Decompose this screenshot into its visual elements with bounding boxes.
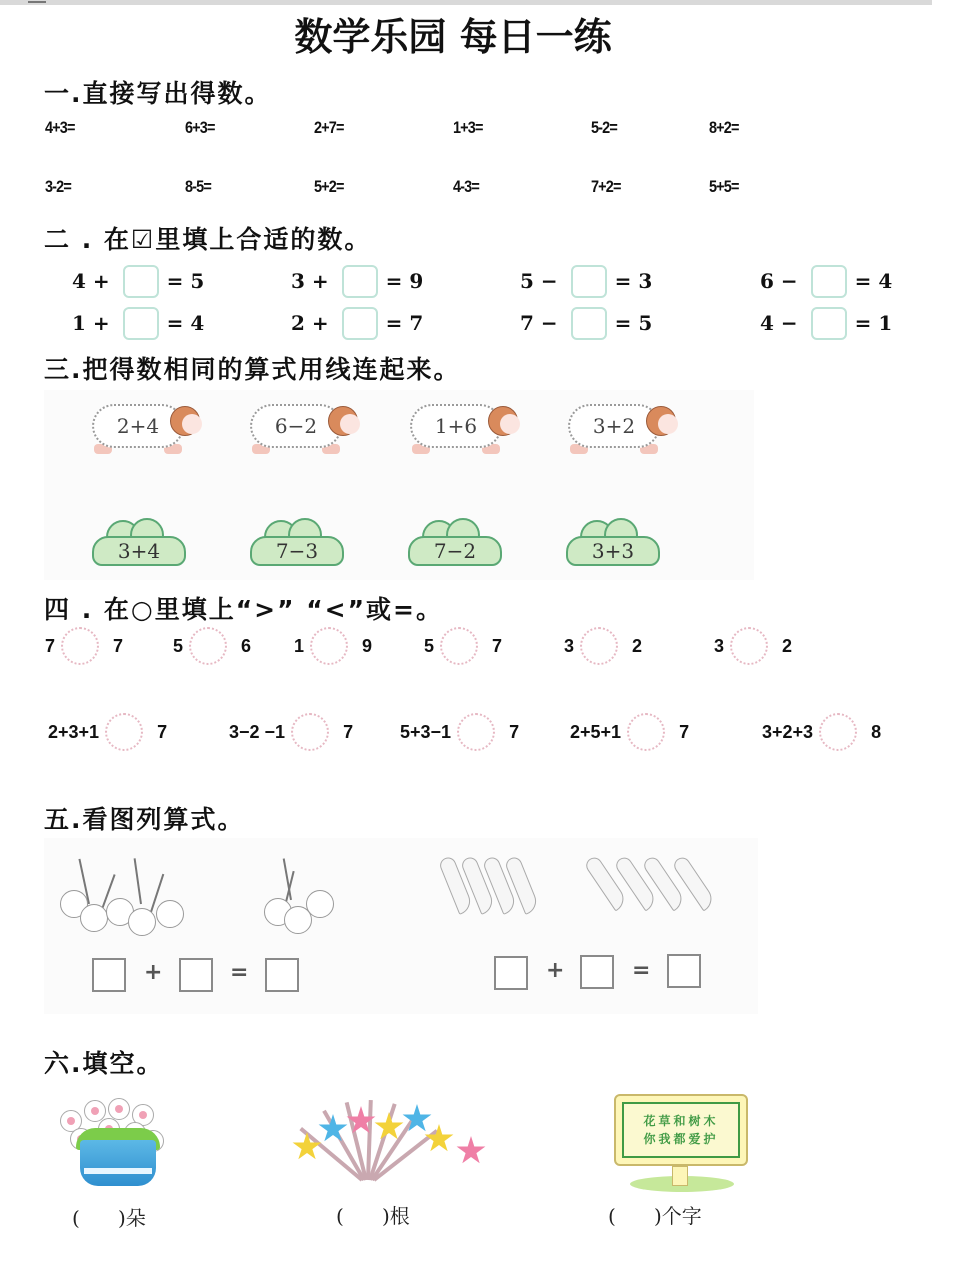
compare-circle[interactable] [730, 627, 768, 665]
compare-item [570, 712, 689, 752]
compare-item [48, 712, 167, 752]
calc-item: 7+2= [591, 177, 621, 196]
equals-sign: = [632, 958, 651, 983]
calc-item: 8-5= [185, 177, 211, 196]
plus-sign: + [144, 960, 163, 985]
compare-circle[interactable] [189, 627, 227, 665]
equation-right: = 4 [854, 269, 893, 293]
sheep-card[interactable] [244, 400, 364, 462]
calc-item: 4+3= [45, 118, 75, 137]
compare-right: 6 [241, 635, 252, 656]
compare-item [400, 712, 519, 752]
answer-box[interactable] [571, 307, 607, 340]
sign-line-1: 花草和树木 [643, 1114, 719, 1128]
compare-circle[interactable] [61, 627, 99, 665]
compare-left: 3+2+3 [762, 721, 814, 742]
sheep-card[interactable] [562, 400, 682, 462]
compare-left: 5+3−1 [400, 721, 452, 742]
equation-right: = 9 [385, 269, 424, 293]
answer-box[interactable] [342, 265, 378, 298]
sign-text [622, 1102, 740, 1158]
equation-left: 2 + [291, 311, 336, 335]
fill-box-equation [520, 264, 652, 298]
sheep-card[interactable] [404, 400, 524, 462]
fill-label-flowers: ( )朵 [72, 1206, 146, 1230]
compare-right: 8 [871, 721, 882, 742]
top-bar-mark [28, 1, 46, 3]
equals-sign: = [230, 960, 249, 985]
compare-item [564, 626, 642, 666]
sign-board-icon [614, 1094, 748, 1166]
fill-box-equation [72, 306, 204, 340]
compare-item [762, 712, 881, 752]
calc-item: 5-2= [591, 118, 617, 137]
equation-right: = 3 [614, 269, 653, 293]
compare-right: 7 [492, 635, 503, 656]
equation-left: 5 − [520, 269, 565, 293]
sign-post-icon [672, 1166, 688, 1186]
compare-right: 2 [782, 635, 793, 656]
answer-box[interactable] [265, 958, 299, 992]
calc-item: 6+3= [185, 118, 215, 137]
compare-circle[interactable] [291, 713, 329, 751]
fill-box-equation [520, 306, 652, 340]
section3-heading: 三.把得数相同的算式用线连起来。 [44, 355, 461, 384]
section6-heading: 六.填空。 [44, 1049, 164, 1078]
compare-circle[interactable] [440, 627, 478, 665]
calc-item: 4-3= [453, 177, 479, 196]
compare-item [424, 626, 502, 666]
fill-box-equation [291, 264, 423, 298]
fill-box-equation [291, 306, 423, 340]
answer-box[interactable] [342, 307, 378, 340]
compare-circle[interactable] [105, 713, 143, 751]
compare-left: 3−2 −1 [229, 721, 286, 742]
compare-left: 3 [714, 635, 725, 656]
fill-box-equation [760, 306, 892, 340]
plus-sign: + [546, 958, 565, 983]
compare-left: 7 [45, 635, 56, 656]
bush-expression: 7−2 [408, 536, 502, 566]
answer-box[interactable] [179, 958, 213, 992]
fill-box-equation [72, 264, 204, 298]
compare-right: 7 [679, 721, 690, 742]
compare-item [45, 626, 123, 666]
bush-card[interactable] [250, 518, 344, 566]
compare-circle[interactable] [457, 713, 495, 751]
answer-box[interactable] [811, 307, 847, 340]
compare-right: 7 [509, 721, 520, 742]
compare-right: 7 [113, 635, 124, 656]
page-title: 数学乐园 每日一练 [294, 14, 612, 59]
compare-circle[interactable] [627, 713, 665, 751]
equation-right: = 4 [166, 311, 205, 335]
sheep-face-icon [500, 414, 520, 434]
compare-item [714, 626, 792, 666]
section4-heading: 四 . 在○里填上“>” “<”或=。 [44, 595, 443, 624]
compare-circle[interactable] [819, 713, 857, 751]
fill-label-characters: ( )个字 [608, 1204, 702, 1228]
section5-heading: 五.看图列算式。 [44, 805, 245, 834]
compare-circle[interactable] [310, 627, 348, 665]
equation-right: = 7 [385, 311, 424, 335]
bush-card[interactable] [408, 518, 502, 566]
compare-left: 5 [173, 635, 184, 656]
calc-item: 5+2= [314, 177, 344, 196]
compare-left: 3 [564, 635, 575, 656]
answer-box[interactable] [667, 954, 701, 988]
equation-left: 7 − [520, 311, 565, 335]
compare-circle[interactable] [580, 627, 618, 665]
compare-left: 2+5+1 [570, 721, 622, 742]
section2-heading: 二 . 在☑里填上合适的数。 [44, 225, 372, 254]
fill-box-equation [760, 264, 892, 298]
equation-left: 4 − [760, 311, 805, 335]
compare-item [294, 626, 372, 666]
answer-box[interactable] [92, 958, 126, 992]
bush-expression: 3+4 [92, 536, 186, 566]
sheep-card[interactable] [86, 400, 206, 462]
calc-item: 5+5= [709, 177, 739, 196]
sheep-expression: 2+4 [92, 404, 184, 448]
compare-right: 9 [362, 635, 373, 656]
compare-item [229, 712, 353, 752]
section1-heading: 一.直接写出得数。 [44, 79, 272, 108]
compare-right: 7 [343, 721, 354, 742]
bush-expression: 7−3 [250, 536, 344, 566]
calc-item: 8+2= [709, 118, 739, 137]
compare-left: 2+3+1 [48, 721, 100, 742]
sheep-expression: 1+6 [410, 404, 502, 448]
bush-card[interactable] [92, 518, 186, 566]
calc-item: 2+7= [314, 118, 344, 137]
equation-left: 1 + [72, 311, 117, 335]
sheep-expression: 6−2 [250, 404, 342, 448]
sheep-face-icon [340, 414, 360, 434]
compare-right: 7 [157, 721, 168, 742]
calc-item: 1+3= [453, 118, 483, 137]
calc-item: 3-2= [45, 177, 71, 196]
sheep-expression: 3+2 [568, 404, 660, 448]
top-bar [0, 0, 932, 5]
equation-left: 3 + [291, 269, 336, 293]
bush-expression: 3+3 [566, 536, 660, 566]
answer-box[interactable] [123, 307, 159, 340]
answer-box[interactable] [123, 265, 159, 298]
compare-left: 1 [294, 635, 305, 656]
answer-box[interactable] [571, 265, 607, 298]
equation-right: = 1 [854, 311, 893, 335]
compare-item [173, 626, 251, 666]
equation-right: = 5 [614, 311, 653, 335]
answer-box[interactable] [494, 956, 528, 990]
equation-left: 4 + [72, 269, 117, 293]
sheep-face-icon [658, 414, 678, 434]
sign-line-2: 你我都爱护 [643, 1132, 719, 1146]
sheep-face-icon [182, 414, 202, 434]
answer-box[interactable] [811, 265, 847, 298]
compare-right: 2 [632, 635, 643, 656]
equation-left: 6 − [760, 269, 805, 293]
answer-box[interactable] [580, 955, 614, 989]
compare-left: 5 [424, 635, 435, 656]
equation-right: = 5 [166, 269, 205, 293]
fill-label-sticks: ( )根 [336, 1204, 410, 1228]
bush-card[interactable] [566, 518, 660, 566]
